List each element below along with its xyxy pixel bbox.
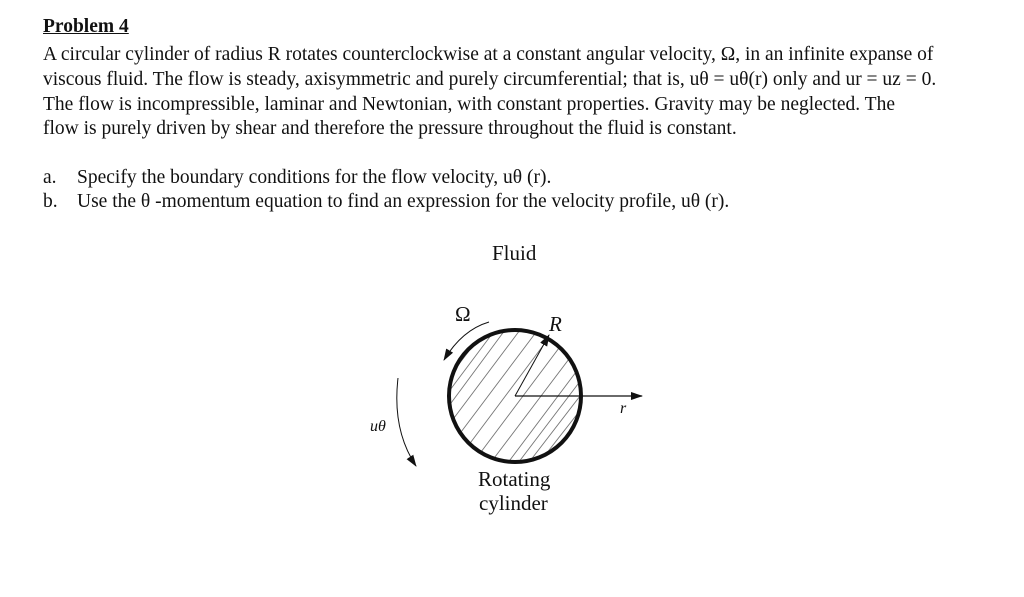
- omega-label: Ω: [455, 302, 471, 326]
- r-label: r: [620, 400, 627, 417]
- radius-arrow: [515, 335, 549, 396]
- paragraph-line: flow is purely driven by shear and therefore the pressure throughout the fluid is constant.: [43, 118, 737, 139]
- item-text: Use the θ -momentum equation to find an expression for the velocity profile, uθ (r).: [77, 191, 730, 212]
- paragraph-line: viscous fluid. The flow is steady, axisymmetric and purely circumferential; that is, uθ = uθ(r) only and ur = uz = 0.: [43, 69, 937, 90]
- u-theta-arrow: [397, 378, 416, 466]
- item-label: a.: [43, 167, 57, 188]
- item-label: b.: [43, 191, 58, 212]
- u-theta-label: uθ: [370, 418, 386, 435]
- cylinder-label-line2: cylinder: [479, 491, 548, 515]
- problem-title: Problem 4: [43, 16, 129, 37]
- item-text: Specify the boundary conditions for the flow velocity, uθ (r).: [77, 167, 552, 188]
- paragraph-line: A circular cylinder of radius R rotates counterclockwise at a constant angular velocity, Ω, in an infinite expanse of: [43, 44, 934, 65]
- fluid-label: Fluid: [492, 241, 537, 265]
- cylinder-label-line1: Rotating: [478, 467, 551, 491]
- paragraph-line: The flow is incompressible, laminar and Newtonian, with constant properties. Gravity may be neglected. The: [43, 94, 895, 115]
- radius-label: R: [549, 312, 562, 336]
